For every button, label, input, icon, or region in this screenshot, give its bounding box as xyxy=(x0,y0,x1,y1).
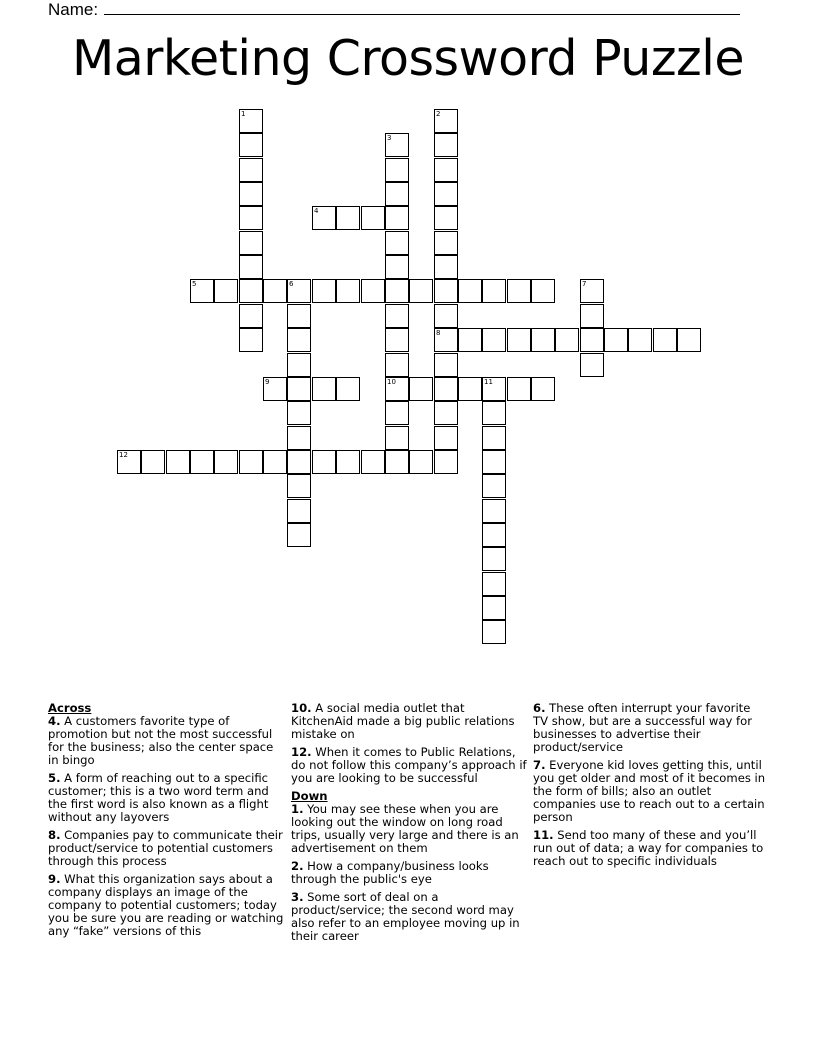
grid-cell[interactable] xyxy=(434,401,458,425)
grid-cell[interactable] xyxy=(531,279,555,303)
grid-cell[interactable] xyxy=(385,133,409,157)
clue-number: 8 xyxy=(436,329,441,337)
clue-item-number: 4. xyxy=(48,714,61,728)
grid-cell[interactable] xyxy=(385,401,409,425)
clue-item-text: Everyone kid loves getting this, until you get older and most of it becomes in the form of bills; also an outlet companies use to reach out to a certain person xyxy=(533,758,766,824)
grid-cell[interactable] xyxy=(263,450,287,474)
grid-cell[interactable] xyxy=(239,450,263,474)
grid-cell[interactable] xyxy=(628,328,652,352)
grid-cell[interactable] xyxy=(482,474,506,498)
grid-cell[interactable] xyxy=(287,377,311,401)
page-title: Marketing Crossword Puzzle xyxy=(71,30,745,87)
clue-item xyxy=(291,746,527,785)
grid-cell[interactable] xyxy=(385,377,409,401)
grid-cell[interactable] xyxy=(385,182,409,206)
clue-item xyxy=(291,860,527,886)
clue-item-text: Some sort of deal on a product/service; the second word may also refer to an employee moving up in their career xyxy=(291,890,520,943)
clue-number: 9 xyxy=(265,378,270,386)
grid-cell[interactable] xyxy=(239,109,263,133)
grid-cell[interactable] xyxy=(555,328,579,352)
grid-cell[interactable] xyxy=(434,304,458,328)
grid-cell[interactable] xyxy=(287,279,311,303)
grid-cell[interactable] xyxy=(239,231,263,255)
grid-cell[interactable] xyxy=(385,304,409,328)
grid-cell[interactable] xyxy=(482,426,506,450)
grid-cell[interactable] xyxy=(312,279,336,303)
grid-cell[interactable] xyxy=(336,450,360,474)
clue-item-text: What this organization says about a company displays an image of the company to potential customers; today you be sure you are reading or watching any “fake” versions of this xyxy=(48,872,284,938)
grid-cell[interactable] xyxy=(190,450,214,474)
clue-number: 5 xyxy=(192,280,197,288)
grid-cell[interactable] xyxy=(458,328,482,352)
grid-cell[interactable] xyxy=(482,377,506,401)
grid-cell[interactable] xyxy=(580,304,604,328)
grid-cell[interactable] xyxy=(385,231,409,255)
grid-cell[interactable] xyxy=(531,377,555,401)
down-heading: Down xyxy=(291,789,328,803)
grid-cell[interactable] xyxy=(385,158,409,182)
grid-cell[interactable] xyxy=(263,279,287,303)
grid-cell[interactable] xyxy=(239,279,263,303)
grid-cell[interactable] xyxy=(434,353,458,377)
grid-cell[interactable] xyxy=(434,206,458,230)
grid-cell[interactable] xyxy=(385,255,409,279)
grid-cell[interactable] xyxy=(507,328,531,352)
grid-cell[interactable] xyxy=(409,450,433,474)
grid-cell[interactable] xyxy=(385,353,409,377)
grid-cell[interactable] xyxy=(287,474,311,498)
clue-item xyxy=(533,759,769,824)
clue-item xyxy=(533,829,769,868)
grid-cell[interactable] xyxy=(434,231,458,255)
clue-item-text: A form of reaching out to a specific customer; this is a two word term and the first word is also known as a flight without any layovers xyxy=(48,771,269,824)
clue-item-text: Companies pay to communicate their product/service to potential customers through this process xyxy=(48,828,283,868)
grid-cell[interactable] xyxy=(312,206,336,230)
grid-cell[interactable] xyxy=(434,279,458,303)
grid-cell[interactable] xyxy=(287,450,311,474)
grid-cell[interactable] xyxy=(653,328,677,352)
grid-cell[interactable] xyxy=(434,255,458,279)
grid-cell[interactable] xyxy=(117,450,141,474)
clue-item-number: 3. xyxy=(291,890,304,904)
grid-cell[interactable] xyxy=(580,279,604,303)
grid-cell[interactable] xyxy=(507,279,531,303)
grid-cell[interactable] xyxy=(361,206,385,230)
grid-cell[interactable] xyxy=(482,279,506,303)
clue-number: 10 xyxy=(387,378,396,386)
clues-column-2 xyxy=(291,702,527,948)
grid-cell[interactable] xyxy=(239,255,263,279)
grid-cell[interactable] xyxy=(239,304,263,328)
grid-cell[interactable] xyxy=(580,353,604,377)
grid-cell[interactable] xyxy=(287,353,311,377)
grid-cell[interactable] xyxy=(385,206,409,230)
clue-item xyxy=(533,702,769,754)
grid-cell[interactable] xyxy=(214,450,238,474)
clue-number: 4 xyxy=(314,207,319,215)
clue-item-number: 10. xyxy=(291,701,312,715)
clue-number: 2 xyxy=(436,110,441,118)
grid-cell[interactable] xyxy=(482,596,506,620)
grid-cell[interactable] xyxy=(287,499,311,523)
grid-cell[interactable] xyxy=(239,328,263,352)
grid-cell[interactable] xyxy=(287,304,311,328)
grid-cell[interactable] xyxy=(361,279,385,303)
grid-cell[interactable] xyxy=(336,377,360,401)
grid-cell[interactable] xyxy=(166,450,190,474)
grid-cell[interactable] xyxy=(336,279,360,303)
across-heading: Across xyxy=(48,701,92,715)
clue-item-text: How a company/business looks through the public's eye xyxy=(291,859,489,886)
grid-cell[interactable] xyxy=(239,182,263,206)
grid-cell[interactable] xyxy=(409,377,433,401)
clue-item-number: 12. xyxy=(291,745,312,759)
grid-cell[interactable] xyxy=(434,328,458,352)
clue-item-text: A social media outlet that KitchenAid made a big public relations mistake on xyxy=(291,701,515,741)
clue-item-text: These often interrupt your favorite TV show, but are a successful way for businesses to advertise their product/service xyxy=(533,701,752,754)
grid-cell[interactable] xyxy=(141,450,165,474)
clue-number: 11 xyxy=(484,378,493,386)
grid-cell[interactable] xyxy=(287,401,311,425)
clue-item-text: Send too many of these and you’ll run out of data; a way for companies to reach out to specific individuals xyxy=(533,828,764,868)
clue-item xyxy=(48,829,284,868)
clue-item xyxy=(291,803,527,855)
clue-number: 12 xyxy=(119,451,128,459)
grid-cell[interactable] xyxy=(434,450,458,474)
grid-cell[interactable] xyxy=(385,450,409,474)
clue-item-number: 11. xyxy=(533,828,554,842)
clue-number: 7 xyxy=(582,280,587,288)
clue-item xyxy=(48,715,284,767)
grid-cell[interactable] xyxy=(482,450,506,474)
grid-cell[interactable] xyxy=(482,620,506,644)
grid-cell[interactable] xyxy=(482,401,506,425)
grid-cell[interactable] xyxy=(434,377,458,401)
clues-column-1 xyxy=(48,702,284,943)
grid-cell[interactable] xyxy=(361,450,385,474)
grid-cell[interactable] xyxy=(214,279,238,303)
grid-cell[interactable] xyxy=(434,158,458,182)
name-label: Name: xyxy=(48,0,99,19)
grid-cell[interactable] xyxy=(458,279,482,303)
grid-cell[interactable] xyxy=(263,377,287,401)
grid-cell[interactable] xyxy=(239,158,263,182)
grid-cell[interactable] xyxy=(190,279,214,303)
clues-column-3 xyxy=(533,702,769,873)
grid-cell[interactable] xyxy=(531,328,555,352)
grid-cell[interactable] xyxy=(239,206,263,230)
grid-cell[interactable] xyxy=(434,182,458,206)
clue-item-text: You may see these when you are looking out the window on long road trips, usually very large and there is an advertisement on them xyxy=(291,802,519,855)
clue-item-number: 2. xyxy=(291,859,304,873)
grid-cell[interactable] xyxy=(604,328,628,352)
grid-cell[interactable] xyxy=(482,572,506,596)
grid-cell[interactable] xyxy=(434,133,458,157)
grid-cell[interactable] xyxy=(409,279,433,303)
grid-cell[interactable] xyxy=(677,328,701,352)
clue-item xyxy=(48,772,284,824)
grid-cell[interactable] xyxy=(580,328,604,352)
clue-item-number: 1. xyxy=(291,802,304,816)
clue-item-text: A customers favorite type of promotion but not the most successful for the business; also the center space in bingo xyxy=(48,714,274,767)
clue-item xyxy=(291,702,527,741)
clue-item xyxy=(291,891,527,943)
clue-item-number: 6. xyxy=(533,701,546,715)
grid-cell[interactable] xyxy=(458,377,482,401)
grid-cell[interactable] xyxy=(385,279,409,303)
grid-cell[interactable] xyxy=(287,328,311,352)
clue-number: 1 xyxy=(241,110,246,118)
grid-cell[interactable] xyxy=(239,133,263,157)
grid-cell[interactable] xyxy=(434,426,458,450)
clue-item-number: 5. xyxy=(48,771,61,785)
grid-cell[interactable] xyxy=(385,426,409,450)
grid-cell[interactable] xyxy=(482,328,506,352)
grid-cell[interactable] xyxy=(287,426,311,450)
grid-cell[interactable] xyxy=(336,206,360,230)
clue-item-number: 7. xyxy=(533,758,546,772)
grid-cell[interactable] xyxy=(482,523,506,547)
grid-cell[interactable] xyxy=(287,523,311,547)
clue-item-number: 9. xyxy=(48,872,61,886)
clue-item-text: When it comes to Public Relations, do not follow this company’s approach if you are looking to be successful xyxy=(291,745,527,785)
clue-item xyxy=(48,873,284,938)
grid-cell[interactable] xyxy=(507,377,531,401)
grid-cell[interactable] xyxy=(385,328,409,352)
clue-item-number: 8. xyxy=(48,828,61,842)
clue-number: 3 xyxy=(387,134,392,142)
grid-cell[interactable] xyxy=(434,109,458,133)
grid-cell[interactable] xyxy=(312,450,336,474)
grid-cell[interactable] xyxy=(482,547,506,571)
clue-number: 6 xyxy=(289,280,294,288)
grid-cell[interactable] xyxy=(482,499,506,523)
grid-cell[interactable] xyxy=(312,377,336,401)
